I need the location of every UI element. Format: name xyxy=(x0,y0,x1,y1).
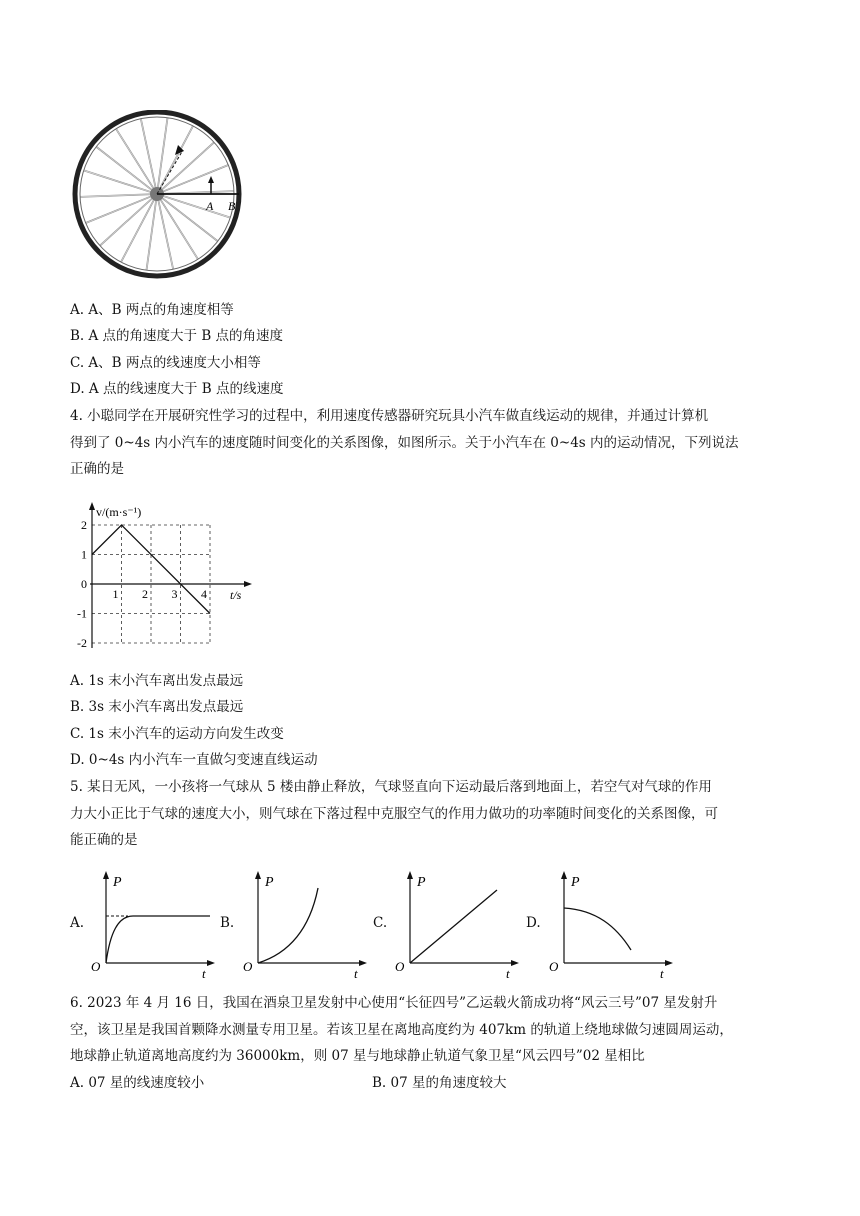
graph-b-ylabel: P xyxy=(265,875,274,890)
graph-b-origin: O xyxy=(243,959,253,974)
vt-xtick-label: 4 xyxy=(201,587,207,601)
q6-stem-line-1: 6. 2023 年 4 月 16 日，我国在酒泉卫星发射中心使用“长征四号”乙运载火箭成功将“风云三号”07 星发射升 xyxy=(70,995,718,1011)
vt-ytick-label: 1 xyxy=(81,547,87,562)
x-arrow-icon xyxy=(665,960,673,966)
wheel-spoke xyxy=(141,119,156,188)
vt-xtick-label: 3 xyxy=(171,587,178,601)
q5-stem-line-1: 5. 某日无风，一小孩将一气球从 5 楼由静止释放，气球竖直向下运动最后落到地面上，若空气对气球的作用 xyxy=(70,779,712,795)
q5-graph-d-letter: D. xyxy=(526,915,541,931)
vt-ytick-label: -1 xyxy=(77,606,87,621)
wheel-figure xyxy=(68,110,252,286)
graph-a-xlabel: t xyxy=(202,966,206,978)
q3-option-c: C. A、B 两点的线速度大小相等 xyxy=(70,355,261,371)
graph-c-xlabel: t xyxy=(506,966,510,978)
q6-option-b: B. 07 星的角速度较大 xyxy=(372,1075,507,1091)
q5-graph-b-letter: B. xyxy=(220,915,235,931)
q6-stem-line-2: 空，该卫星是我国首颗降水测量专用卫星。若该卫星在离地高度约为 407km 的轨道上绕地球做匀速圆周运动， xyxy=(70,1022,733,1038)
wheel-spoke xyxy=(100,198,153,246)
y-arrow-icon xyxy=(255,871,261,879)
graph-a-ylabel: P xyxy=(113,875,122,890)
q3-option-b: B. A 点的角速度大于 B 点的角速度 xyxy=(70,328,284,344)
graph-d-origin: O xyxy=(549,959,559,974)
vt-ytick-label: 0 xyxy=(81,577,87,591)
q3-option-d: D. A 点的线速度大于 B 点的线速度 xyxy=(70,381,284,397)
graph-a-curve xyxy=(106,916,210,963)
q4-stem-line-2: 得到了 0~4s 内小汽车的速度随时间变化的关系图像，如图所示。关于小汽车在 0~4s 内的运动情况，下列说法 xyxy=(70,435,739,451)
wheel-spoke xyxy=(86,197,152,224)
q4-stem-line-1: 4. 小聪同学在开展研究性学习的过程中，利用速度传感器研究玩具小汽车做直线运动的规律，并通过计算机 xyxy=(70,408,709,424)
graph-d-curve xyxy=(564,908,631,950)
wheel-diagram xyxy=(68,110,252,286)
y-arrow-icon xyxy=(103,871,109,879)
wheel-spoke xyxy=(163,195,231,217)
q4-vt-chart xyxy=(60,500,260,655)
vt-xlabel: t/s xyxy=(230,588,242,602)
x-arrow-icon xyxy=(511,960,519,966)
graph-d-xlabel: t xyxy=(660,966,664,978)
q6-option-a: A. 07 星的线速度较小 xyxy=(70,1075,205,1091)
vt-xtick-label: 2 xyxy=(142,587,148,601)
y-arrow-icon xyxy=(561,871,567,879)
vt-ylabel: v/(m·s⁻¹) xyxy=(96,505,142,519)
q5-graph-b xyxy=(240,868,370,978)
vt-chart-svg xyxy=(60,500,260,655)
wheel-spoke xyxy=(116,129,154,189)
wheel-spoke xyxy=(162,164,228,191)
graph-c-origin: O xyxy=(395,959,405,974)
q5-graph-a-letter: A. xyxy=(70,915,85,931)
q4-option-b: B. 3s 末小汽车离出发点最远 xyxy=(70,699,244,715)
graph-c-line xyxy=(410,890,497,963)
q5-stem-line-2: 力大小正比于气球的速度大小，则气球在下落过程中克服空气的作用力做功的功率随时间变化的关系图像，可 xyxy=(70,806,718,822)
q6-stem-line-3: 地球静止轨道离地高度约为 36000km，则 07 星与地球静止轨道气象卫星“风云四号”02 星相比 xyxy=(70,1048,645,1064)
graph-a-origin: O xyxy=(91,959,101,974)
q4-option-a: A. 1s 末小汽车离出发点最远 xyxy=(70,673,244,689)
wheel-spoke xyxy=(161,199,199,259)
wheel-spoke xyxy=(97,146,153,190)
wheel-spoke xyxy=(158,200,173,269)
t-axis-arrow-icon xyxy=(244,581,252,587)
q5-stem-line-3: 能正确的是 xyxy=(70,832,138,848)
wheel-spoke xyxy=(162,143,215,191)
q5-graph-c-letter: C. xyxy=(373,915,388,931)
vt-ytick-label: -2 xyxy=(77,636,87,650)
wheel-spoke xyxy=(121,199,154,262)
x-arrow-icon xyxy=(359,960,367,966)
y-arrow-icon xyxy=(407,871,413,879)
wheel-spoke xyxy=(84,171,152,193)
q4-option-c: C. 1s 末小汽车的运动方向发生改变 xyxy=(70,726,284,742)
point-a-label: A xyxy=(206,199,214,213)
point-b-label: B xyxy=(228,199,236,213)
q4-option-d: D. 0~4s 内小汽车一直做匀变速直线运动 xyxy=(70,752,318,768)
v-axis-arrow-icon xyxy=(89,502,95,510)
graph-b-curve xyxy=(258,888,318,963)
q3-option-a: A. A、B 两点的角速度相等 xyxy=(70,302,234,318)
q4-stem-line-3: 正确的是 xyxy=(70,461,124,477)
graph-d-ylabel: P xyxy=(571,875,580,890)
q5-graph-d xyxy=(546,868,676,978)
velocity-arrow-icon xyxy=(208,176,214,183)
vt-ytick-label: 2 xyxy=(81,518,87,532)
graph-c-ylabel: P xyxy=(417,875,426,890)
q5-graph-a xyxy=(88,868,218,978)
vt-xtick-label: 1 xyxy=(112,587,119,601)
q5-graph-c xyxy=(392,868,522,978)
x-arrow-icon xyxy=(207,960,215,966)
graph-b-xlabel: t xyxy=(354,966,358,978)
